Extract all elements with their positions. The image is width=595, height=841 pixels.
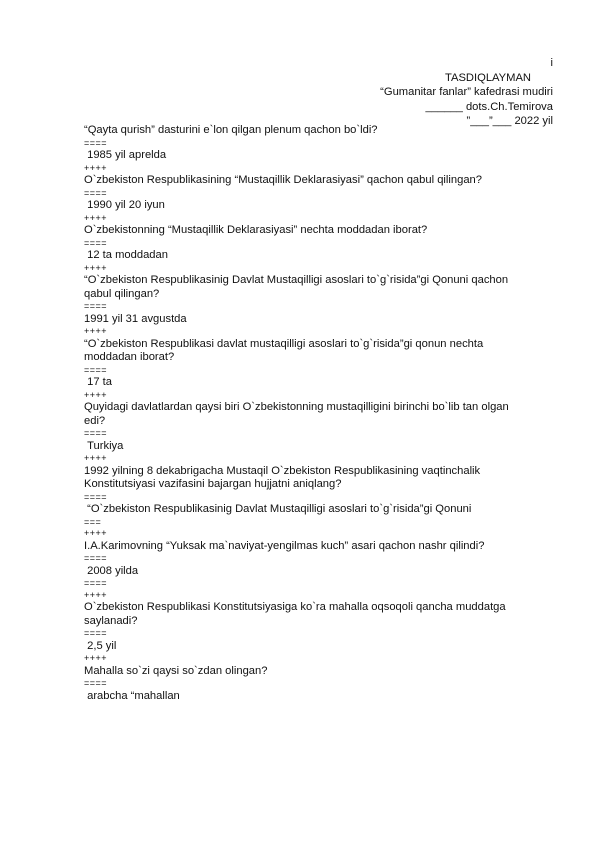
separator-line: ++++ [84,212,108,223]
separator-line: ==== [84,187,108,198]
approval-header [380,56,553,129]
question-line: “O`zbekiston Respublikasinig Davlat Mustaqilligi asoslari to`g`risida”gi Qonuni qachon [84,274,509,286]
separator-line: ==== [84,364,108,375]
separator-line: ==== [84,137,108,148]
separator-line: ==== [84,301,108,311]
answer-line: 2008 yilda [84,564,139,577]
answer-line: arabcha “mahallan [84,689,180,702]
separator-line: ++++ [84,589,108,600]
question-line: Konstitutsiyasi vazifasini bajargan hujjatni aniqlang? [84,478,342,490]
separator-line: ++++ [84,453,108,463]
separator-line: ==== [84,628,108,638]
separator-line: ++++ [84,389,108,400]
question-line: O`zbekiston Respublikasi Konstitutsiyasiga ko`ra mahalla oqsoqoli qancha muddatga [84,601,506,613]
approval-title: TASDIQLAYMAN [445,71,531,84]
question-line: qabul qilingan? [84,287,160,300]
answer-line: Turkiya [84,439,124,452]
separator-line: ==== [84,578,108,588]
separator-line: ==== [84,553,108,563]
answer-line: 2,5 yil [84,639,117,652]
separator-line: ++++ [84,653,108,663]
question-line: I.A.Karimovning “Yuksak ma`naviyat-yengilmas kuch” asari qachon nashr qilindi? [84,539,485,552]
question-line: O`zbekiston Respublikasining “Mustaqillik Deklarasiyasi” qachon qabul qilingan? [84,174,482,186]
answer-line: 1990 yil 20 iyun [84,199,165,211]
question-line: O`zbekistonning “Mustaqillik Deklarasiyasi” nechta moddadan iborat? [84,224,428,236]
question-line: edi? [84,414,106,427]
question-line: saylanadi? [84,614,138,627]
answer-line: 1991 yil 31 avgustda [84,312,187,325]
answer-line: 17 ta [84,376,112,388]
department-line: “Gumanitar fanlar” kafedrasi mudiri [380,86,553,99]
question-line: 1992 yilning 8 dekabrigacha Mustaqil O`zbekiston Respublikasining vaqtinchalik [84,464,481,477]
test-questions-body [84,124,554,703]
answer-line: 12 ta moddadan [84,249,168,261]
separator-line: ++++ [84,262,108,273]
answer-line: 1985 yil aprelda [84,149,167,161]
separator-line: ==== [84,491,108,502]
answer-line: “O`zbekiston Respublikasinig Davlat Mustaqilligi asoslari to`g`risida”gi Qonuni [84,503,472,515]
separator-line: ==== [84,678,108,688]
separator-line: ==== [84,428,108,438]
separator-line: ++++ [84,162,108,173]
separator-line: ==== [84,237,108,248]
question-line: Quyidagi davlatlardan qaysi biri O`zbekistonning mustaqilligini birinchi bo`lib tan olgan [84,401,509,413]
header-mark: i [550,57,553,69]
separator-line: ++++ [84,326,108,336]
separator-line: ++++ [84,528,108,538]
question-line: “Qayta qurish” dasturini e`lon qilgan plenum qachon bo`ldi? [84,124,378,136]
date-line: ”___”___ 2022 yil [466,115,553,128]
question-line: moddadan iborat? [84,351,175,363]
separator-line: === [84,516,102,527]
question-line: Mahalla so`zi qaysi so`zdan olingan? [84,664,268,677]
signature-line: ______ dots.Ch.Temirova [425,100,553,113]
question-line: “O`zbekiston Respublikasi davlat mustaqilligi asoslari to`g`risida”gi qonun nechta [84,337,484,350]
